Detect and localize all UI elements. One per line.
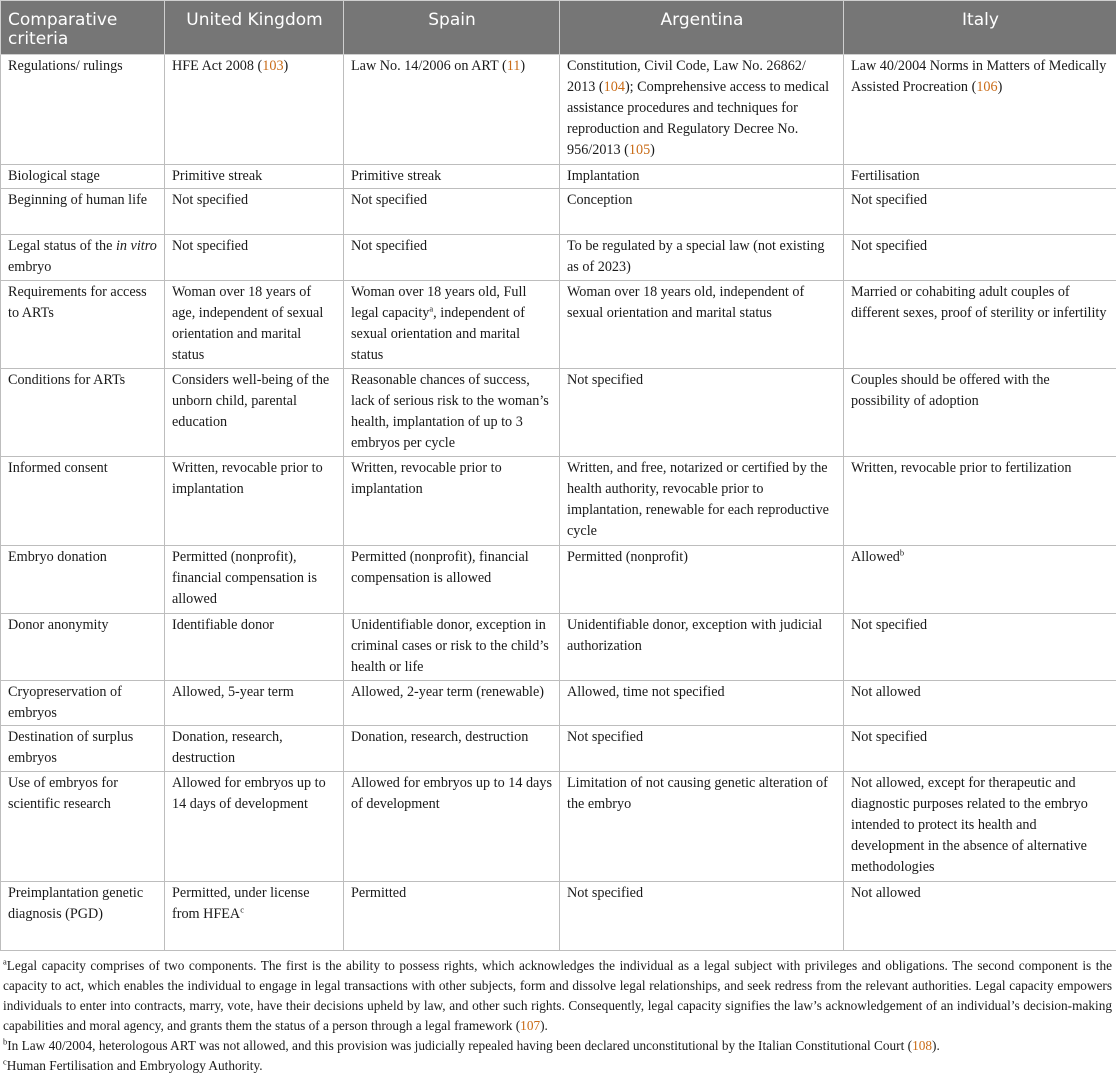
argentina-cell: Implantation	[560, 165, 844, 189]
header-argentina: Argentina	[560, 1, 844, 55]
uk-cell: Donation, research, destruction	[165, 726, 344, 772]
uk-cell: Considers well-being of the unborn child, parental education	[165, 369, 344, 457]
italy-cell: Married or cohabiting adult couples of different sexes, proof of sterility or infertility	[844, 281, 1116, 369]
italy-cell: Law 40/2004 Norms in Matters of Medically Assisted Procreation (106)	[844, 55, 1116, 165]
spain-cell: Unidentifiable donor, exception in criminal cases or risk to the child’s health or life	[344, 614, 560, 681]
table-row	[1, 614, 1116, 681]
footnote-marker[interactable]: a	[429, 303, 434, 314]
table-row	[1, 772, 1116, 882]
argentina-cell: Not specified	[560, 726, 844, 772]
spain-cell: Allowed for embryos up to 14 days of development	[344, 772, 560, 882]
argentina-cell: Allowed, time not specified	[560, 681, 844, 726]
italy-cell: Not specified	[844, 614, 1116, 681]
criterion-cell: Use of embryos for scientific research	[1, 772, 165, 882]
reference-link[interactable]: 104	[603, 79, 625, 95]
table-row	[1, 882, 1116, 951]
argentina-cell: Conception	[560, 189, 844, 235]
reference-link[interactable]: 105	[628, 142, 651, 158]
argentina-cell: Not specified	[560, 369, 844, 457]
italy-cell: Not allowed	[844, 882, 1116, 951]
header-italy: Italy	[844, 1, 1116, 55]
footnote-c: $^c$Human Fertilisation and Embryology Authority.	[3, 1056, 263, 1073]
table-row	[1, 681, 1116, 726]
table-row	[1, 55, 1116, 165]
footnote-marker[interactable]: b	[899, 547, 905, 558]
criterion-cell: Informed consent	[1, 457, 165, 546]
uk-cell: Allowed for embryos up to 14 days of development	[165, 772, 344, 882]
spain-cell: Allowed, 2-year term (renewable)	[344, 681, 560, 726]
footnote-a: $^a$Legal capacity comprises of two components. The first is the ability to possess rights, which acknowledges the individual as a legal subject with privileges and obligations. The second component is the capacity to act, which enables the individual to engage in legal transactions with other subjects, form and dissolve legal relationships, and seek redress from the relevant authorities. Legal capacity empowers individuals to enter into contracts, marry, vote, have their decisions upheld by law, and other such rights. Consequently, legal capacity signifies the law’s acknowledgement of an individual’s decision-making capabilities and moral agency, and grants them the status of a person through a legal framework (107).	[3, 956, 1112, 1033]
uk-cell: HFE Act 2008 (103)	[165, 55, 344, 165]
uk-cell: Allowed, 5-year term	[165, 681, 344, 726]
header-comparative-criteria: Comparative criteria	[1, 1, 165, 55]
argentina-cell: Limitation of not causing genetic alteration of the embryo	[560, 772, 844, 882]
table-row	[1, 726, 1116, 772]
table-footnotes	[0, 951, 1116, 1076]
table-row	[1, 165, 1116, 189]
criterion-cell: Conditions for ARTs	[1, 369, 165, 457]
criterion-cell: Cryopreservation of embryos	[1, 681, 165, 726]
table-header-row	[1, 1, 1116, 55]
argentina-cell: Written, and free, notarized or certified by the health authority, revocable prior to implantation, renewable for each reproductive cycle	[560, 457, 844, 546]
criterion-cell: Regulations/ rulings	[1, 55, 165, 165]
spain-cell: Permitted	[344, 882, 560, 951]
criterion-cell: Requirements for access to ARTs	[1, 281, 165, 369]
italy-cell: Allowed$^b$	[844, 546, 1116, 614]
table-row	[1, 457, 1116, 546]
spain-cell: Not specified	[344, 235, 560, 281]
italy-cell: Not allowed, except for therapeutic and diagnostic purposes related to the embryo intended to protect its health and development in the absence of alternative methodologies	[844, 772, 1116, 882]
argentina-cell: Constitution, Civil Code, Law No. 26862/ 2013 (104); Comprehensive access to medical assistance procedures and techniques for reproduction and Regulatory Decree No. 956/2013 (105)	[560, 55, 844, 165]
spain-cell: Primitive streak	[344, 165, 560, 189]
italy-cell: Not specified	[844, 235, 1116, 281]
argentina-cell: Permitted (nonprofit)	[560, 546, 844, 614]
header-spain: Spain	[344, 1, 560, 55]
uk-cell: Permitted (nonprofit), financial compensation is allowed	[165, 546, 344, 614]
reference-link[interactable]: 103	[262, 58, 284, 74]
reference-link[interactable]: 106	[976, 79, 998, 95]
criterion-cell: Legal status of the in vitro embryo	[1, 235, 165, 281]
spain-cell: Reasonable chances of success, lack of serious risk to the woman’s health, implantation of up to 3 embryos per cycle	[344, 369, 560, 457]
criterion-cell: Destination of surplus embryos	[1, 726, 165, 772]
italy-cell: Not specified	[844, 726, 1116, 772]
uk-cell: Not specified	[165, 189, 344, 235]
criterion-cell: Embryo donation	[1, 546, 165, 614]
argentina-cell: Woman over 18 years old, independent of sexual orientation and marital status	[560, 281, 844, 369]
uk-cell: Written, revocable prior to implantation	[165, 457, 344, 546]
argentina-cell: Not specified	[560, 882, 844, 951]
uk-cell: Permitted, under license from HFEA$^c$	[165, 882, 344, 951]
spain-cell: Law No. 14/2006 on ART (11)	[344, 55, 560, 165]
uk-cell: Not specified	[165, 235, 344, 281]
italy-cell: Not allowed	[844, 681, 1116, 726]
argentina-cell: Unidentifiable donor, exception with judicial authorization	[560, 614, 844, 681]
uk-cell: Primitive streak	[165, 165, 344, 189]
table-row	[1, 369, 1116, 457]
italy-cell: Fertilisation	[844, 165, 1116, 189]
spain-cell: Written, revocable prior to implantation	[344, 457, 560, 546]
reference-link[interactable]: 107	[520, 1018, 541, 1033]
table-row	[1, 281, 1116, 369]
reference-link[interactable]: 11	[506, 58, 521, 74]
italy-cell: Not specified	[844, 189, 1116, 235]
spain-cell: Donation, research, destruction	[344, 726, 560, 772]
italy-cell: Couples should be offered with the possibility of adoption	[844, 369, 1116, 457]
footnote-b: $^b$In Law 40/2004, heterologous ART was not allowed, and this provision was judicially repealed having been declared unconstitutional by the Italian Constitutional Court (108).	[3, 1036, 940, 1053]
criterion-cell: Beginning of human life	[1, 189, 165, 235]
uk-cell: Identifiable donor	[165, 614, 344, 681]
spain-cell: Woman over 18 years old, Full legal capacity$^a$, independent of sexual orientation and marital status	[344, 281, 560, 369]
table-row	[1, 235, 1116, 281]
italy-cell: Written, revocable prior to fertilization	[844, 457, 1116, 546]
reference-link[interactable]: 108	[912, 1038, 933, 1053]
table-row	[1, 546, 1116, 614]
criterion-cell: Biological stage	[1, 165, 165, 189]
criterion-cell: Preimplantation genetic diagnosis (PGD)	[1, 882, 165, 951]
header-united-kingdom: United Kingdom	[165, 1, 344, 55]
table-row	[1, 189, 1116, 235]
footnote-marker[interactable]: c	[240, 904, 244, 915]
spain-cell: Not specified	[344, 189, 560, 235]
criterion-cell: Donor anonymity	[1, 614, 165, 681]
spain-cell: Permitted (nonprofit), financial compensation is allowed	[344, 546, 560, 614]
argentina-cell: To be regulated by a special law (not existing as of 2023)	[560, 235, 844, 281]
uk-cell: Woman over 18 years of age, independent of sexual orientation and marital status	[165, 281, 344, 369]
